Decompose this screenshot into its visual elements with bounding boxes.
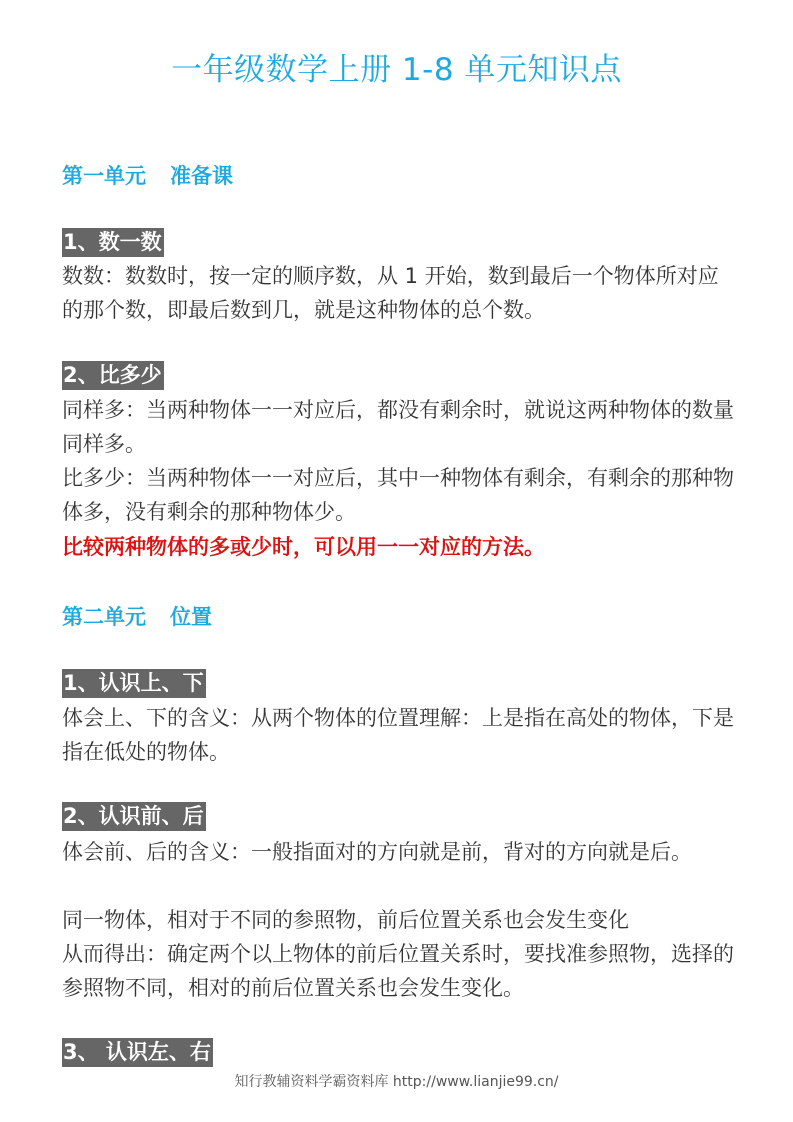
unit-label: 第一单元 bbox=[62, 164, 146, 188]
unit-label: 第二单元 bbox=[62, 605, 146, 629]
section-heading-up-down: 1、认识上、下 bbox=[62, 669, 206, 698]
highlight-tip: 比较两种物体的多或少时，可以用一一对应的方法。 bbox=[62, 535, 545, 559]
section-heading-front-back: 2、认识前、后 bbox=[62, 802, 206, 831]
unit-heading-2 bbox=[62, 601, 212, 631]
unit-heading-1 bbox=[62, 160, 233, 190]
paragraph-counting: 数数：数数时，按一定的顺序数，从 1 开始，数到最后一个物体所对应的那个数，即最后数到几，就是这种物体的总个数。 bbox=[62, 264, 719, 322]
unit-name: 准备课 bbox=[170, 164, 233, 188]
document-title: 一年级数学上册 1-8 单元知识点 bbox=[171, 52, 622, 88]
paragraph-more-less: 比多少：当两种物体一一对应后，其中一种物体有剩余，有剩余的那种物体多，没有剩余的那种物体少。 bbox=[62, 466, 734, 524]
section-heading-left-right: 3、 认识左、右 bbox=[62, 1038, 213, 1067]
section-heading-compare: 2、比多少 bbox=[62, 361, 164, 390]
footer-watermark: 知行教辅资料学霸资料库 http://www.lianjie99.cn/ bbox=[234, 1074, 559, 1090]
unit-name: 位置 bbox=[170, 605, 212, 629]
section-heading-count: 1、数一数 bbox=[62, 228, 164, 257]
paragraph-same-amount: 同样多：当两种物体一一对应后，都没有剩余时，就说这两种物体的数量同样多。 bbox=[62, 398, 734, 456]
paragraph-up-down: 体会上、下的含义：从两个物体的位置理解：上是指在高处的物体，下是指在低处的物体。 bbox=[62, 706, 734, 764]
paragraph-reference-object: 同一物体，相对于不同的参照物，前后位置关系也会发生变化 bbox=[62, 908, 629, 932]
paragraph-conclusion: 从而得出：确定两个以上物体的前后位置关系时，要找准参照物，选择的参照物不同，相对的前后位置关系也会发生变化。 bbox=[62, 942, 734, 1000]
paragraph-front-back: 体会前、后的含义：一般指面对的方向就是前，背对的方向就是后。 bbox=[62, 840, 692, 864]
